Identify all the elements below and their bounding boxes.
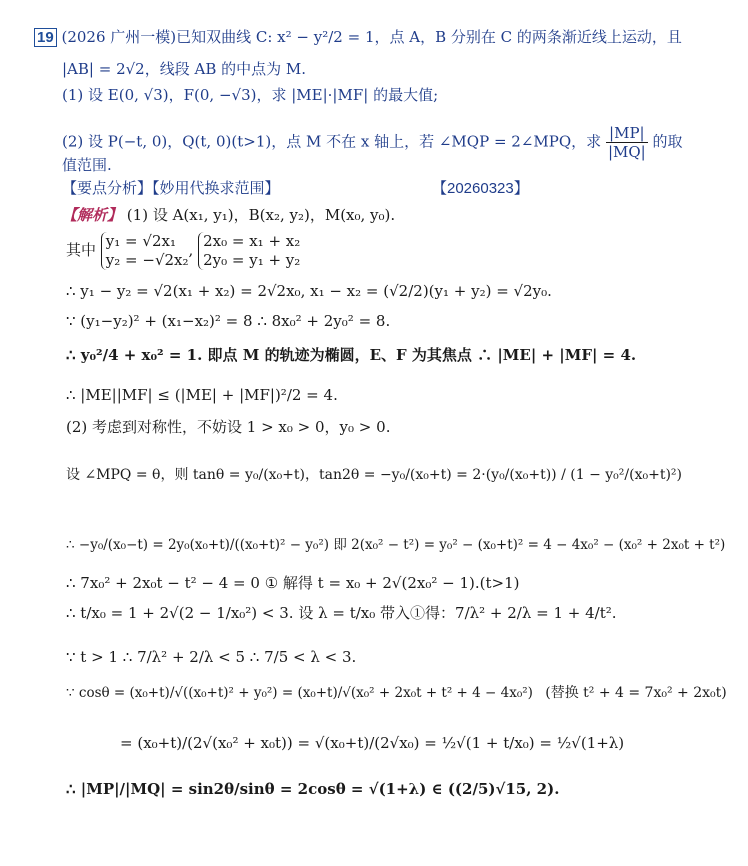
solution-step-9: ∴ −y₀/(x₀−t) = 2y₀(x₀+t)/((x₀+t)² − y₀²) 即 2(x₀² − t²) = y₀² − (x₀+t)² = 4 − 4x₀² − (x₀² + 2x₀t + t²)	[66, 537, 726, 553]
fraction-numerator: |MP|	[606, 124, 648, 143]
problem-part-2-text: (2) 设 P(−t, 0)，Q(t, 0)(t>1)，点 M 不在 x 轴上，若 ∠MQP = 2∠MPQ，求	[62, 132, 602, 151]
solution-step-14: = (x₀+t)/(2√(x₀² + x₀t)) = √(x₀+t)/(2√x₀) = ½√(1 + t/x₀) = ½√(1+λ)	[120, 734, 625, 752]
system-1	[101, 232, 189, 270]
problem-part-2-end: 值范围.	[62, 156, 112, 174]
solution-step-7: (2) 考虑到对称性，不妨设 1 > x₀ > 0，y₀ > 0.	[66, 418, 391, 436]
system-2	[198, 232, 300, 270]
solution-label: 【解析】	[62, 207, 123, 224]
solution-step-10: ∴ 7x₀² + 2x₀t − t² − 4 = 0 ① 解得 t = x₀ + 2√(2x₀² − 1).(t>1)	[66, 574, 520, 592]
solution-step-8: 设 ∠MPQ = θ，则 tanθ = y₀/(x₀+t)，tan2θ = −y₀/(x₀+t) = 2·(y₀/(x₀+t)) / (1 − y₀²/(x₀+t)²)	[66, 467, 682, 483]
problem-line-2: |AB| = 2√2，线段 AB 的中点为 M.	[62, 60, 306, 78]
system-prefix: 其中	[66, 241, 97, 259]
problem-part-1: (1) 设 E(0, √3)，F(0, −√3)，求 |ME|·|MF| 的最大值;	[62, 86, 439, 104]
problem-number: 19	[34, 28, 57, 47]
solution-line-1	[62, 206, 395, 225]
solution-step-13-text: ∵ cosθ = (x₀+t)/√((x₀+t)² + y₀²) = (x₀+t)/√(x₀² + 2x₀t + t² + 4 − 4x₀²)	[66, 685, 533, 701]
analysis-tag: 【要点分析】【妙用代换求范围】	[62, 180, 280, 197]
system-1-eq-1: y₁ = √2x₁	[105, 232, 176, 250]
problem-part-2-tail: 的取	[652, 132, 683, 151]
fraction-denominator: |MQ|	[607, 143, 646, 161]
problem-part-2	[62, 124, 683, 161]
solution-step-4: ∵ (y₁−y₂)² + (x₁−x₂)² = 8 ∴ 8x₀² + 2y₀² = 8.	[66, 312, 391, 330]
problem-line-1	[34, 28, 682, 47]
solution-line-2: 其中 y₁ = √2x₁ y₂ = −√2x₂ , 2x₀ = x₁ + x₂ 2y₀ = y₁ + y₂	[66, 232, 301, 269]
problem-part-2-fraction	[606, 124, 648, 161]
system-1-eq-2: y₂ = −√2x₂	[105, 251, 189, 269]
solution-step-1: (1) 设 A(x₁, y₁)，B(x₂, y₂)，M(x₀, y₀).	[126, 206, 396, 224]
date-code: 【20260323】	[432, 180, 529, 197]
problem-text-1: (2026 广州一模)已知双曲线 C: x² − y²/2 = 1，点 A，B 分别在 C 的两条渐近线上运动，且	[61, 28, 682, 46]
solution-step-3: ∴ y₁ − y₂ = √2(x₁ + x₂) = 2√2x₀, x₁ − x₂ = (√2/2)(y₁ + y₂) = √2y₀.	[66, 282, 552, 300]
substitution-note: (替换 t² + 4 = 7x₀² + 2x₀t)	[545, 685, 727, 701]
solution-step-6: ∴ |ME||MF| ≤ (|ME| + |MF|)²/2 = 4.	[66, 386, 338, 404]
solution-step-13	[66, 684, 727, 702]
system-2-eq-1: 2x₀ = x₁ + x₂	[203, 232, 301, 250]
solution-step-5: ∴ y₀²/4 + x₀² = 1. 即点 M 的轨迹为椭圆，E、F 为其焦点 ∴ |ME| + |MF| = 4.	[66, 346, 637, 364]
system-2-eq-2: 2y₀ = y₁ + y₂	[203, 251, 301, 269]
solution-step-11: ∴ t/x₀ = 1 + 2√(2 − 1/x₀²) < 3. 设 λ = t/x₀ 带入①得：7/λ² + 2/λ = 1 + 4/t².	[66, 604, 617, 622]
solution-step-15: ∴ |MP|/|MQ| = sin2θ/sinθ = 2cosθ = √(1+λ) ∈ ((2/5)√15, 2).	[66, 780, 560, 798]
solution-step-12: ∵ t > 1 ∴ 7/λ² + 2/λ < 5 ∴ 7/5 < λ < 3.	[66, 648, 357, 666]
